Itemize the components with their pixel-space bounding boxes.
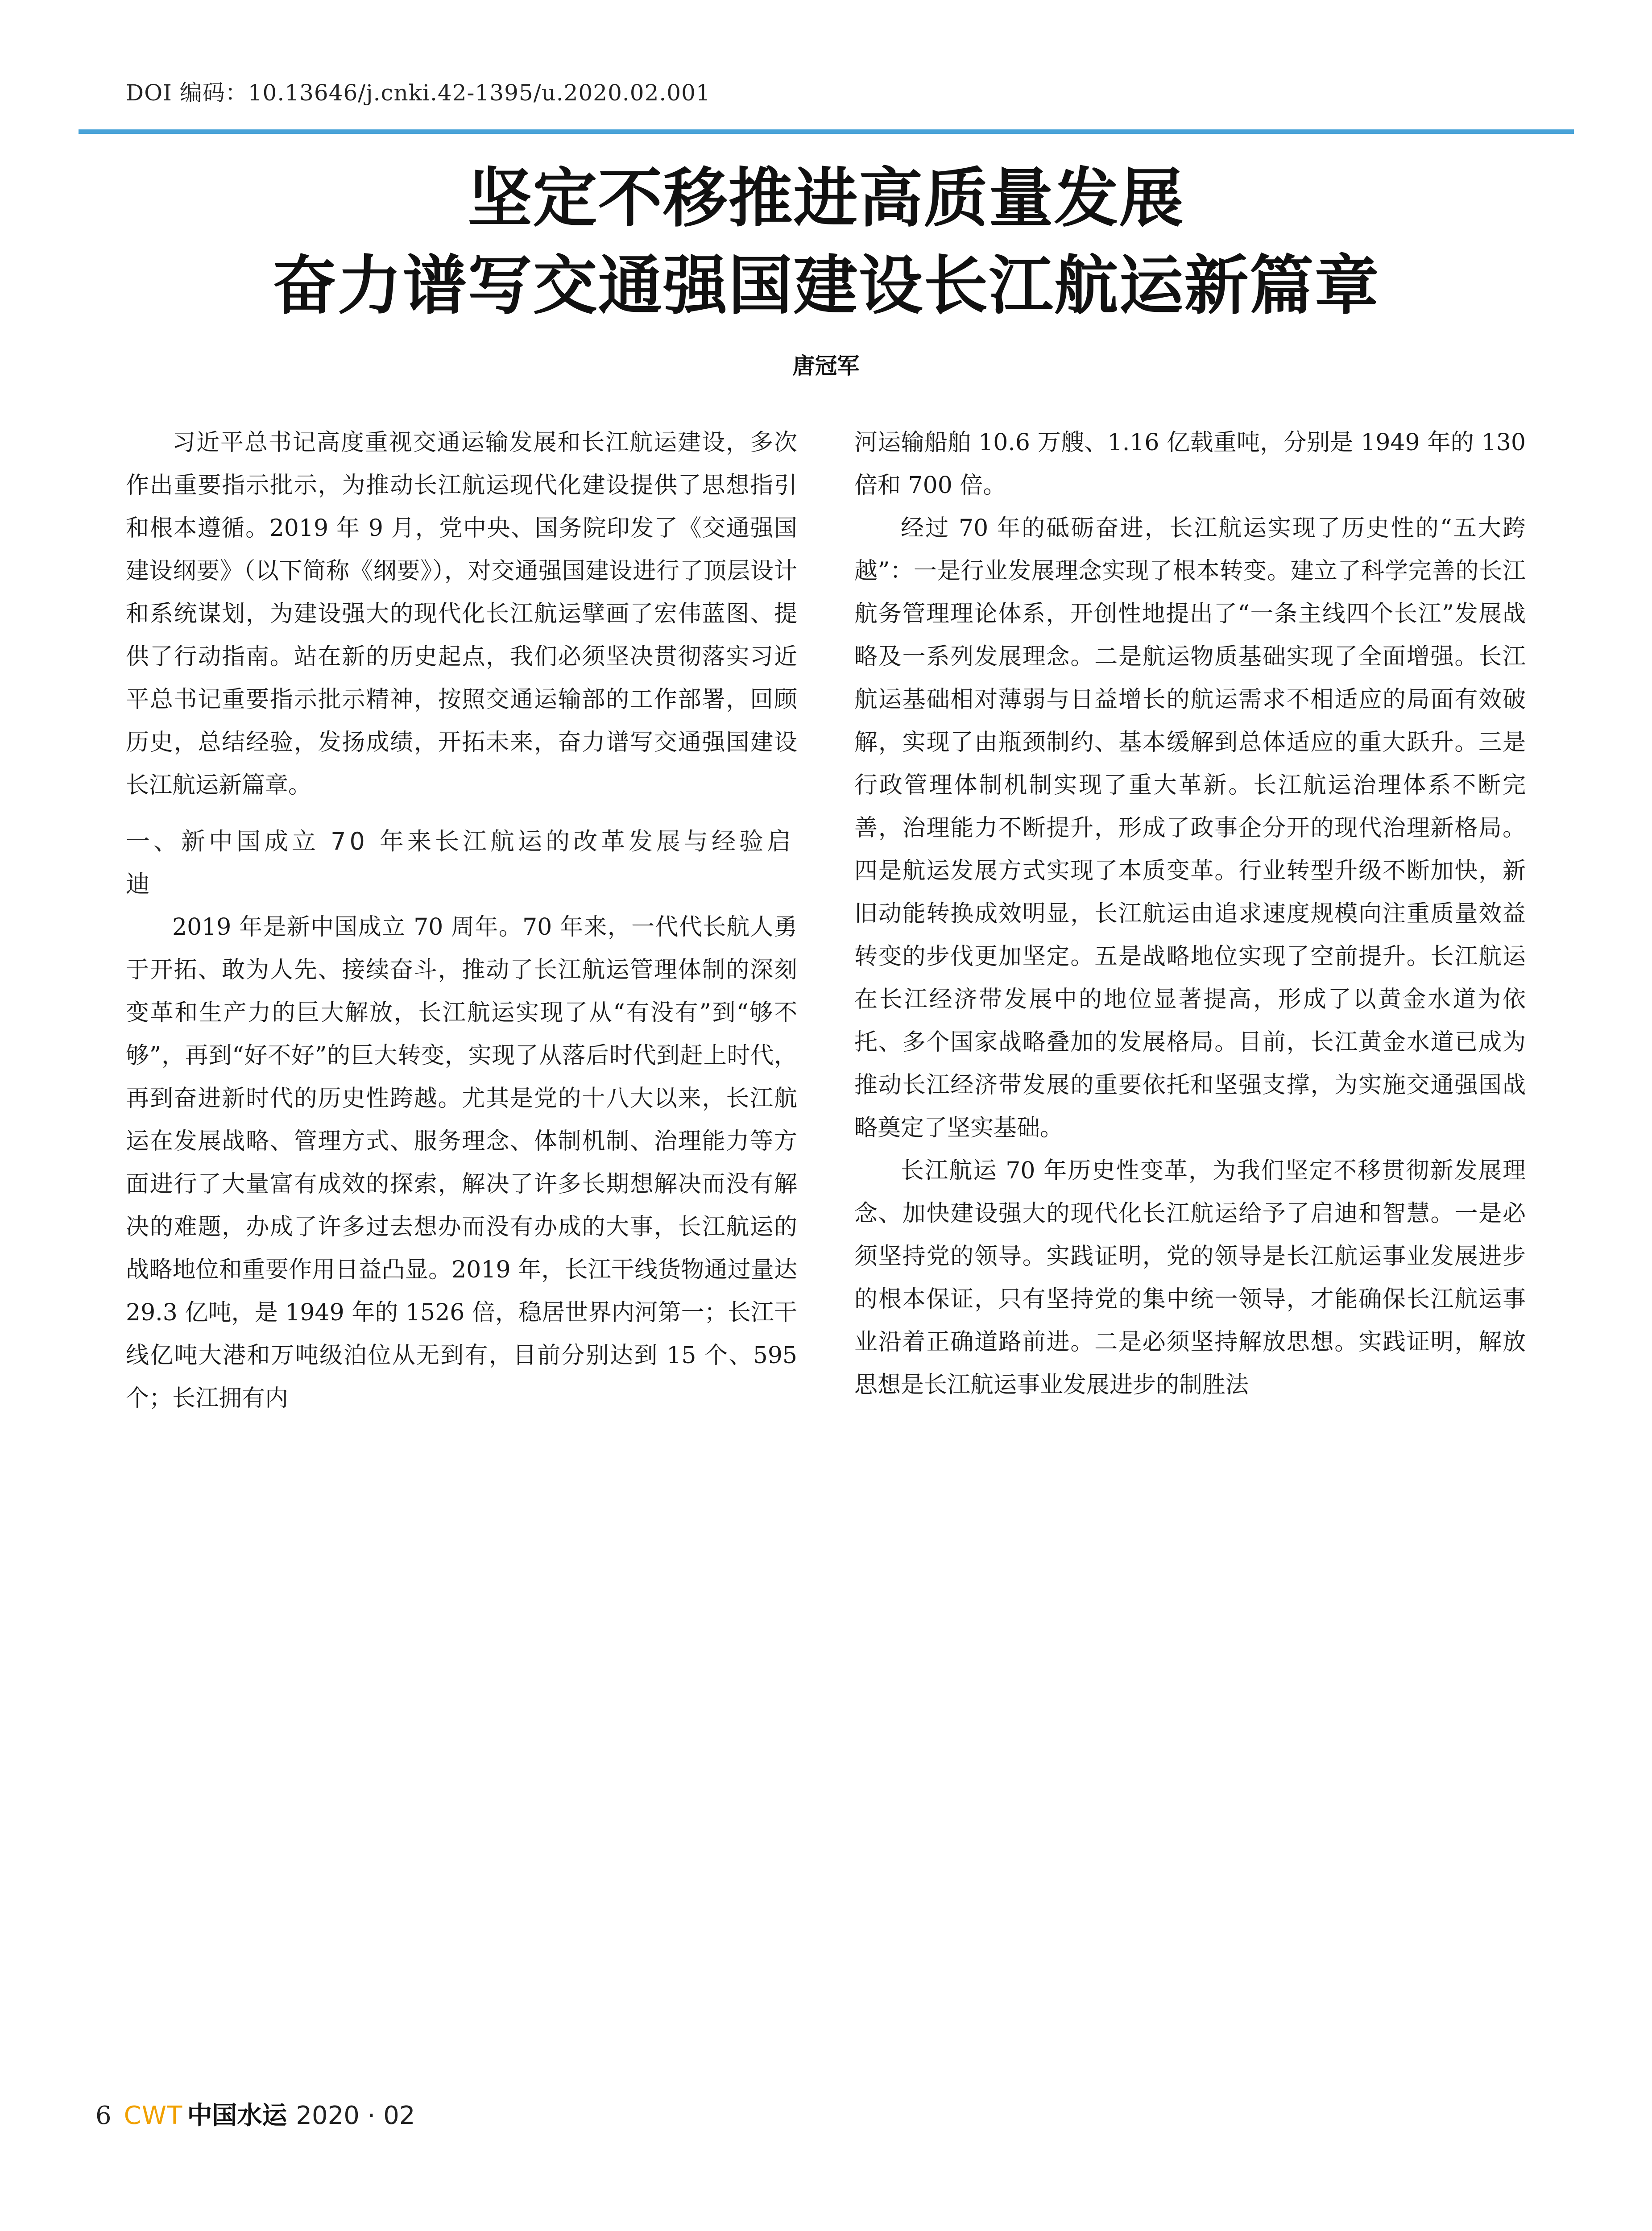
journal-name: 中国水运 (187, 2101, 287, 2130)
page-footer (95, 2103, 415, 2128)
intro-paragraph: 习近平总书记高度重视交通运输发展和长江航运建设，多次作出重要指示批示，为推动长江航运现代化建设提供了思想指引和根本遵循。2019 年 9 月，党中央、国务院印发了《交通强国建设纲要》（以下简称《纲要》），对交通强国建设进行了顶层设计和系统谋划，为建设强大的现代化长江航运擘画了宏伟蓝图、提供了行动指南。站在新的历史起点，我们必须坚决贯彻落实习近平总书记重要指示批示精神，按照交通运输部的工作部署，回顾历史，总结经验，发扬成绩，开拓未来，奋力谱写交通强国建设长江航运新篇章。 (126, 429, 797, 799)
issue-number: 2020 · 02 (296, 2101, 415, 2130)
body-paragraph: 经过 70 年的砥砺奋进，长江航运实现了历史性的“五大跨越”：一是行业发展理念实现了根本转变。建立了科学完善的长江航务管理理论体系，开创性地提出了“一条主线四个长江”发展战略及一系列发展理念。二是航运物质基础实现了全面增强。长江航运基础相对薄弱与日益增长的航运需求不相适应的局面有效破解，实现了由瓶颈制约、基本缓解到总体适应的重大跃升。三是行政管理体制机制实现了重大革新。长江航运治理体系不断完善，治理能力不断提升，形成了政事企分开的现代治理新格局。四是航运发展方式实现了本质变革。行业转型升级不断加快，新旧动能转换成效明显，长江航运由追求速度规模向注重质量效益转变的步伐更加坚定。五是战略地位实现了空前提升。长江航运在长江经济带发展中的地位显著提高，形成了以黄金水道为依托、多个国家战略叠加的发展格局。目前，长江黄金水道已成为推动长江经济带发展的重要依托和坚强支撑，为实施交通强国战略奠定了坚实基础。 (854, 515, 1526, 1141)
journal-logo-en: CWT (124, 2101, 183, 2130)
header-rule (79, 129, 1574, 134)
left-column (126, 421, 797, 1420)
body-paragraph: 2019 年是新中国成立 70 周年。70 年来，一代代长航人勇于开拓、敢为人先、接续奋斗，推动了长江航运管理体制的深刻变革和生产力的巨大解放，长江航运实现了从“有没有”到“够不够”，再到“好不好”的巨大转变，实现了从落后时代到赶上时代，再到奋进新时代的历史性跨越。尤其是党的十八大以来，长江航运在发展战略、管理方式、服务理念、体制机制、治理能力等方面进行了大量富有成效的探索，解决了许多长期想解决而没有解决的难题，办成了许多过去想办而没有办成的大事，长江航运的战略地位和重要作用日益凸显。2019 年，长江干线货物通过量达 29.3 亿吨，是 1949 年的 1526 倍，稳居世界内河第一；长江干线亿吨大港和万吨级泊位从无到有，目前分别达到 15 个、595 个；长江拥有内 (126, 914, 797, 1412)
page-number: 6 (95, 2101, 112, 2130)
body-paragraph-continued: 河运输船舶 10.6 万艘、1.16 亿载重吨，分别是 1949 年的 130 倍和 700 倍。 (854, 429, 1526, 499)
author-name: 唐冠军 (792, 353, 860, 379)
body-paragraph: 长江航运 70 年历史性变革，为我们坚定不移贯彻新发展理念、加快建设强大的现代化长江航运给予了启迪和智慧。一是必须坚持党的领导。实践证明，党的领导是长江航运事业发展进步的根本保证，只有坚持党的集中统一领导，才能确保长江航运事业沿着正确道路前进。二是必须坚持解放思想。实践证明，解放思想是长江航运事业发展进步的制胜法 (854, 1157, 1526, 1398)
right-column (854, 421, 1526, 1406)
doi-code: DOI 编码：10.13646/j.cnki.42-1395/u.2020.02.001 (126, 80, 711, 106)
section-heading: 一、新中国成立 70 年来长江航运的改革发展与经验启迪 (126, 827, 795, 898)
article-title-line-2: 奋力谱写交通强国建设长江航运新篇章 (272, 248, 1380, 323)
article-title-line-1: 坚定不移推进高质量发展 (468, 160, 1184, 236)
